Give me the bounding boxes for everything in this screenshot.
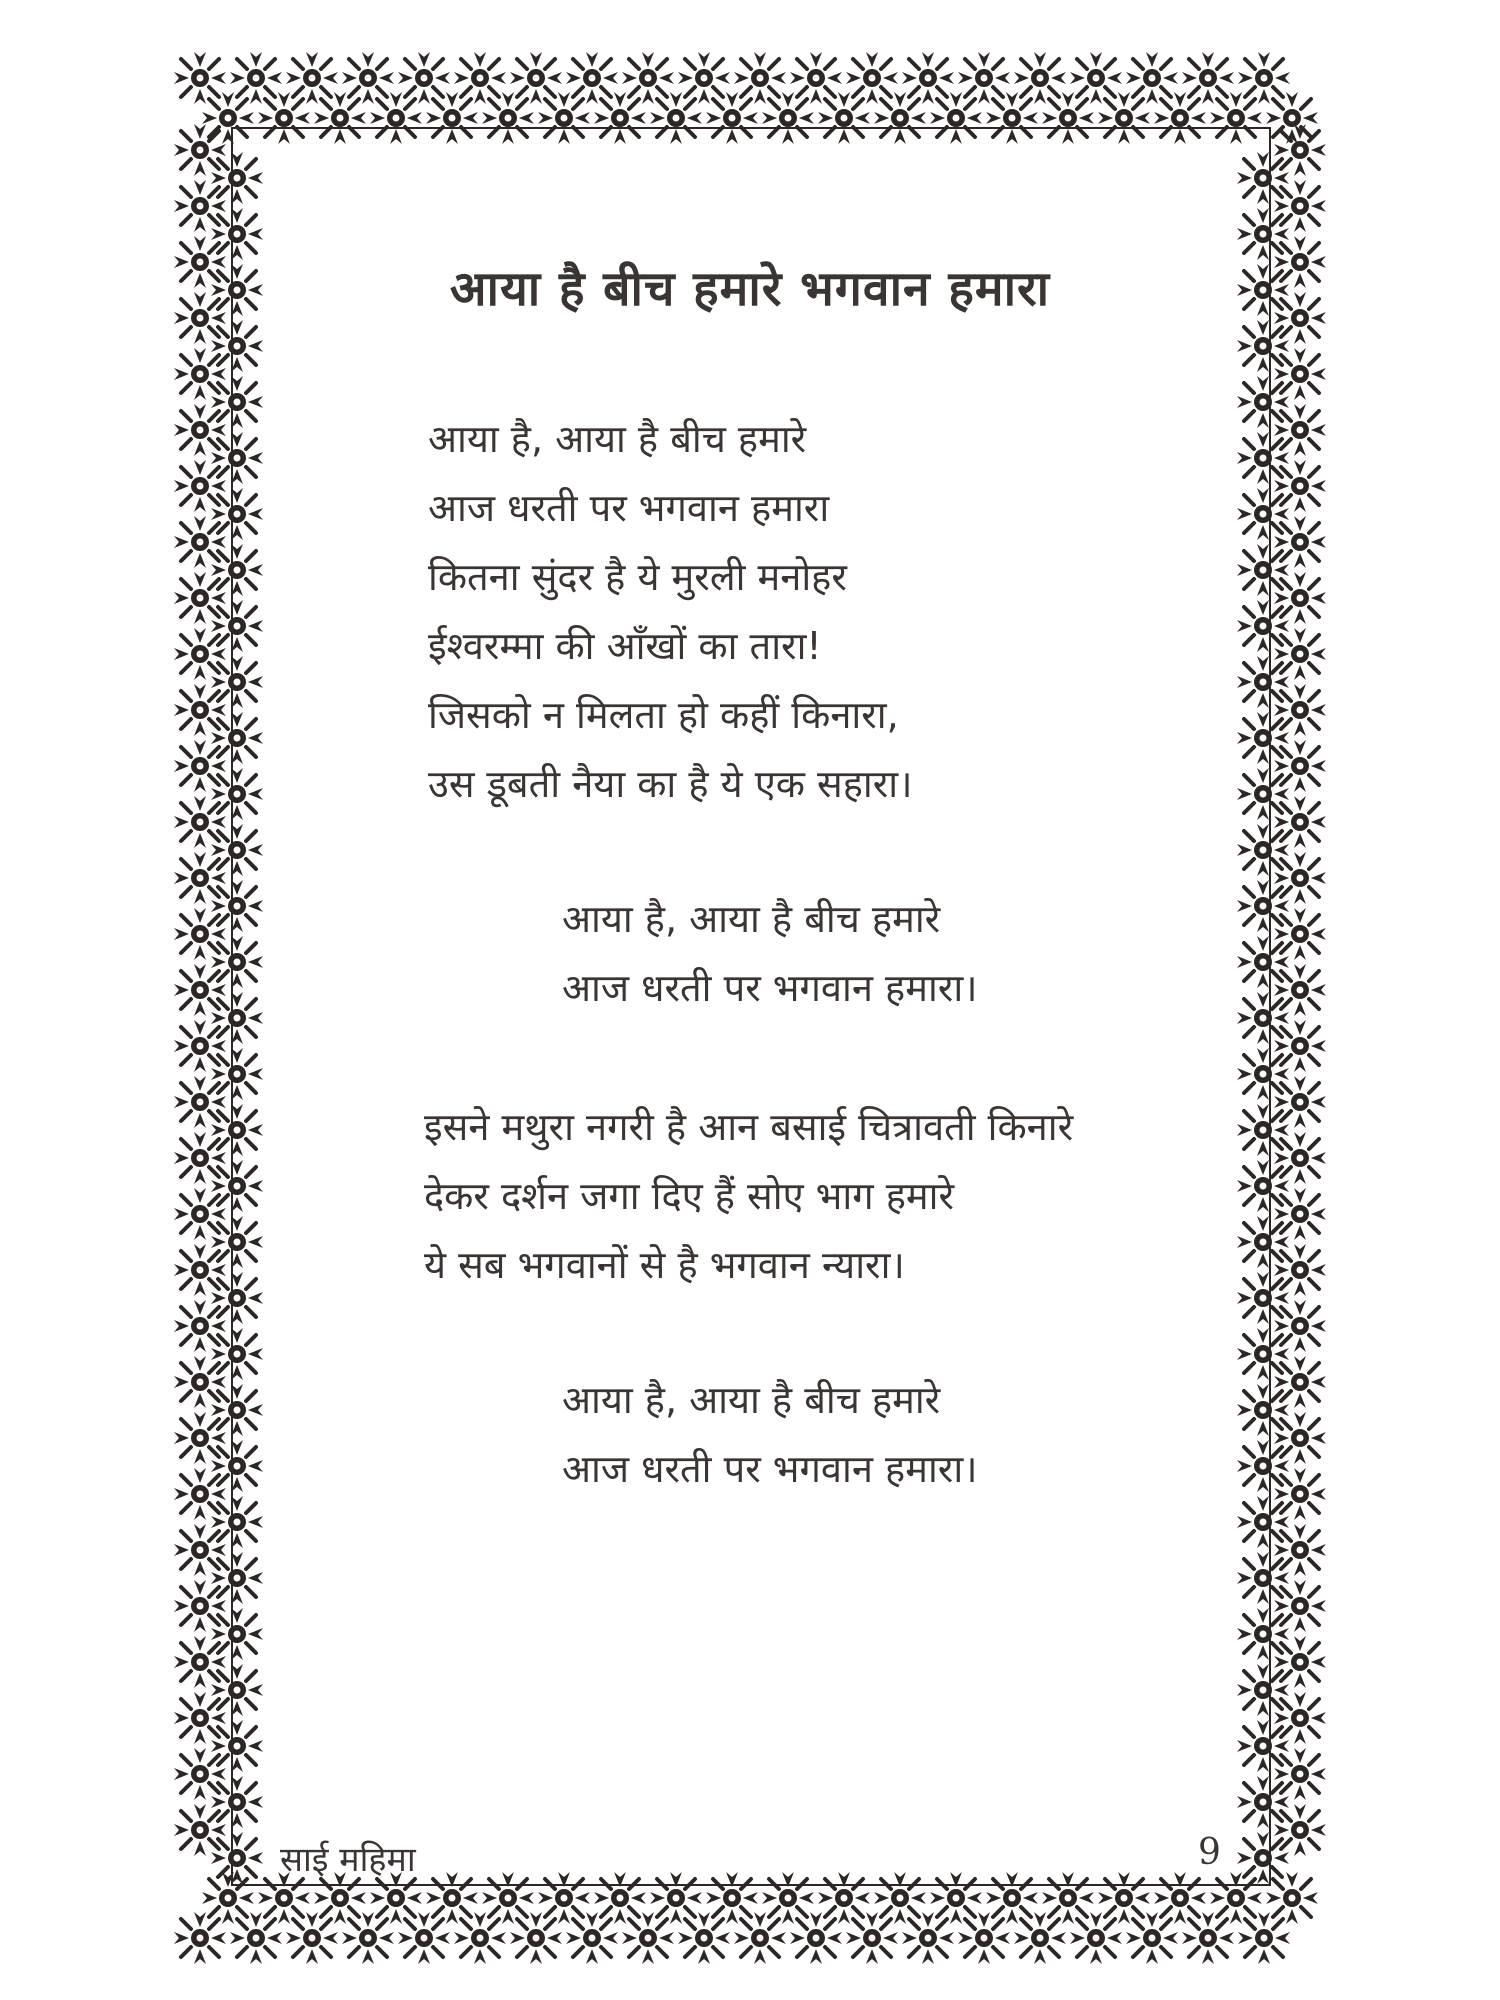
poem-line: आज धरती पर भगवान हमारा। xyxy=(562,1447,978,1491)
border-ornament xyxy=(706,92,758,144)
border-ornament xyxy=(174,1244,226,1296)
border-ornament xyxy=(1274,1244,1326,1296)
border-ornament xyxy=(174,572,226,624)
border-ornament xyxy=(818,92,870,144)
poem-line: आया है, आया है बीच हमारे xyxy=(562,1378,941,1422)
border-ornament xyxy=(1237,768,1289,820)
border-ornament xyxy=(230,1912,282,1964)
border-ornament xyxy=(211,1384,263,1436)
border-ornament xyxy=(211,1048,263,1100)
border-ornament xyxy=(230,52,282,104)
border-ornament xyxy=(1274,124,1326,176)
border-ornament xyxy=(1274,404,1326,456)
border-ornament xyxy=(211,432,263,484)
poem-line: इसने मथुरा नगरी है आन बसाई चित्रावती किनारे xyxy=(424,1105,1074,1149)
border-ornament xyxy=(1014,1912,1066,1964)
border-ornament xyxy=(211,488,263,540)
border-ornament xyxy=(211,152,263,204)
border-ornament xyxy=(174,684,226,736)
border-ornament xyxy=(174,964,226,1016)
border-ornament xyxy=(510,1912,562,1964)
border-ornament xyxy=(1014,52,1066,104)
border-ornament xyxy=(1237,1552,1289,1604)
border-ornament xyxy=(818,1872,870,1924)
border-ornament xyxy=(370,92,422,144)
border-ornament xyxy=(211,1440,263,1492)
border-ornament xyxy=(1237,1328,1289,1380)
border-ornament xyxy=(211,880,263,932)
border-ornament xyxy=(1237,936,1289,988)
border-ornament xyxy=(1237,1608,1289,1660)
border-ornament xyxy=(958,1912,1010,1964)
border-ornament xyxy=(174,1188,226,1240)
border-ornament xyxy=(678,52,730,104)
border-ornament xyxy=(1274,348,1326,400)
border-ornament xyxy=(1154,92,1206,144)
border-ornament xyxy=(211,1720,263,1772)
border-ornament xyxy=(566,1912,618,1964)
border-ornament xyxy=(174,908,226,960)
border-ornament xyxy=(1274,964,1326,1016)
border-ornament xyxy=(174,404,226,456)
border-ornament xyxy=(174,1132,226,1184)
border-ornament xyxy=(930,92,982,144)
refrain-2 xyxy=(562,1366,978,1504)
border-ornament xyxy=(1237,1384,1289,1436)
border-ornament xyxy=(1154,1872,1206,1924)
border-ornament xyxy=(650,92,702,144)
border-ornament xyxy=(1237,1720,1289,1772)
border-ornament xyxy=(454,52,506,104)
poem-title: आया है बीच हमारे भगवान हमारा xyxy=(449,261,1051,317)
border-ornament xyxy=(1237,1496,1289,1548)
border-ornament xyxy=(211,992,263,1044)
border-ornament xyxy=(211,1832,263,1884)
border-ornament xyxy=(1237,880,1289,932)
poem-line: देकर दर्शन जगा दिए हैं सोए भाग हमारे xyxy=(424,1174,954,1218)
border-ornament xyxy=(1274,1692,1326,1744)
poem-line: जिसको न मिलता हो कहीं किनारा, xyxy=(428,693,899,737)
border-ornament xyxy=(1042,1872,1094,1924)
border-ornament xyxy=(1274,460,1326,512)
border-ornament xyxy=(286,1912,338,1964)
border-ornament xyxy=(174,1524,226,1576)
border-ornament xyxy=(1237,712,1289,764)
border-ornament xyxy=(790,52,842,104)
border-ornament xyxy=(1237,1048,1289,1100)
border-ornament xyxy=(1274,1020,1326,1072)
border-ornament xyxy=(874,92,926,144)
poem-line: आया है, आया है बीच हमारे xyxy=(562,897,941,941)
border-ornament xyxy=(1237,1272,1289,1324)
poem-line: कितना सुंदर है ये मुरली मनोहर xyxy=(428,555,847,599)
border-ornament xyxy=(1266,1872,1318,1924)
border-ornament xyxy=(1274,1748,1326,1800)
border-ornament xyxy=(538,92,590,144)
border-ornament xyxy=(211,1496,263,1548)
border-ornament xyxy=(174,1804,226,1856)
border-ornament xyxy=(174,796,226,848)
border-ornament xyxy=(211,600,263,652)
border-ornament xyxy=(1274,516,1326,568)
border-ornament xyxy=(174,1692,226,1744)
stanza-2 xyxy=(424,1093,1073,1300)
border-ornament xyxy=(1238,52,1290,104)
poem-line: आज धरती पर भगवान हमारा। xyxy=(562,966,978,1010)
border-ornament xyxy=(1098,1872,1150,1924)
border-ornament xyxy=(1237,1104,1289,1156)
border-ornament xyxy=(1238,1912,1290,1964)
poem-line: उस डूबती नैया का है ये एक सहारा। xyxy=(428,762,913,806)
border-ornament xyxy=(1266,92,1318,144)
border-ornament xyxy=(1182,1912,1234,1964)
border-ornament xyxy=(211,1552,263,1604)
border-ornament xyxy=(174,1020,226,1072)
border-ornament xyxy=(846,52,898,104)
border-ornament xyxy=(211,936,263,988)
border-ornament xyxy=(1237,208,1289,260)
border-ornament xyxy=(174,180,226,232)
border-ornament xyxy=(211,1608,263,1660)
border-ornament xyxy=(211,656,263,708)
border-ornament xyxy=(1274,1356,1326,1408)
border-ornament xyxy=(678,1912,730,1964)
border-ornament xyxy=(930,1872,982,1924)
border-ornament xyxy=(174,516,226,568)
border-ornament xyxy=(1237,432,1289,484)
border-ornament xyxy=(1237,1832,1289,1884)
border-ornament xyxy=(1274,1132,1326,1184)
border-ornament xyxy=(258,92,310,144)
border-ornament xyxy=(426,1872,478,1924)
border-ornament xyxy=(482,92,534,144)
border-ornament xyxy=(174,52,226,104)
border-ornament xyxy=(1237,320,1289,372)
border-ornament xyxy=(211,320,263,372)
border-ornament xyxy=(211,1272,263,1324)
border-ornament xyxy=(1098,92,1150,144)
border-ornament xyxy=(482,1872,534,1924)
border-ornament xyxy=(902,1912,954,1964)
border-ornament xyxy=(286,52,338,104)
border-ornament xyxy=(211,1216,263,1268)
page-number: 9 xyxy=(1198,1832,1221,1873)
border-ornament xyxy=(174,1580,226,1632)
border-ornament xyxy=(986,92,1038,144)
border-ornament xyxy=(174,124,226,176)
border-ornament xyxy=(902,52,954,104)
border-ornament xyxy=(538,1872,590,1924)
border-ornament xyxy=(174,348,226,400)
border-ornament xyxy=(1237,544,1289,596)
border-ornament xyxy=(1126,52,1178,104)
poem-line: आया है, आया है बीच हमारे xyxy=(428,417,807,461)
border-ornament xyxy=(174,852,226,904)
border-ornament xyxy=(1274,1412,1326,1464)
border-ornament xyxy=(174,1356,226,1408)
border-ornament xyxy=(762,1872,814,1924)
border-ornament xyxy=(1274,1188,1326,1240)
border-ornament xyxy=(622,52,674,104)
border-ornament xyxy=(1274,796,1326,848)
border-ornament xyxy=(174,460,226,512)
stanza-1 xyxy=(428,405,913,819)
border-ornament xyxy=(1274,1300,1326,1352)
border-ornament xyxy=(790,1912,842,1964)
border-ornament xyxy=(1237,1776,1289,1828)
border-ornament xyxy=(426,92,478,144)
border-ornament xyxy=(1274,740,1326,792)
border-ornament xyxy=(958,52,1010,104)
border-ornament xyxy=(174,1468,226,1520)
border-ornament xyxy=(594,92,646,144)
border-ornament xyxy=(174,1748,226,1800)
border-ornament xyxy=(174,1636,226,1688)
border-ornament xyxy=(174,1076,226,1128)
border-ornament xyxy=(1210,1872,1262,1924)
border-ornament xyxy=(1237,1160,1289,1212)
border-ornament xyxy=(398,52,450,104)
poem-line: आज धरती पर भगवान हमारा xyxy=(428,486,830,530)
border-ornament xyxy=(622,1912,674,1964)
border-ornament xyxy=(211,1328,263,1380)
border-ornament xyxy=(211,208,263,260)
border-ornament xyxy=(846,1912,898,1964)
border-ornament xyxy=(211,1776,263,1828)
border-ornament xyxy=(1237,824,1289,876)
border-ornament xyxy=(211,768,263,820)
border-ornament xyxy=(594,1872,646,1924)
border-ornament xyxy=(706,1872,758,1924)
border-ornament xyxy=(1070,52,1122,104)
refrain-1 xyxy=(562,885,978,1023)
border-ornament xyxy=(174,1412,226,1464)
border-ornament xyxy=(174,1300,226,1352)
border-ornament xyxy=(202,1872,254,1924)
border-ornament xyxy=(1274,908,1326,960)
border-ornament xyxy=(1274,1076,1326,1128)
border-ornament xyxy=(1237,992,1289,1044)
border-ornament xyxy=(734,52,786,104)
border-ornament xyxy=(174,740,226,792)
border-ornament xyxy=(1237,1664,1289,1716)
border-ornament xyxy=(1182,52,1234,104)
border-ornament xyxy=(1274,1524,1326,1576)
border-ornament xyxy=(1274,684,1326,736)
border-ornament xyxy=(1274,180,1326,232)
border-ornament xyxy=(1237,152,1289,204)
border-ornament xyxy=(174,628,226,680)
border-ornament xyxy=(211,1104,263,1156)
border-ornament xyxy=(211,1160,263,1212)
border-ornament xyxy=(1237,488,1289,540)
border-ornament xyxy=(734,1912,786,1964)
border-ornament xyxy=(1126,1912,1178,1964)
border-ornament xyxy=(1237,656,1289,708)
border-ornament xyxy=(211,544,263,596)
border-ornament xyxy=(211,376,263,428)
border-ornament xyxy=(1274,1636,1326,1688)
border-ornament xyxy=(874,1872,926,1924)
border-ornament xyxy=(342,52,394,104)
border-ornament xyxy=(1274,572,1326,624)
border-ornament xyxy=(1274,628,1326,680)
border-ornament xyxy=(314,92,366,144)
border-ornament xyxy=(1237,376,1289,428)
border-ornament xyxy=(986,1872,1038,1924)
border-ornament xyxy=(211,824,263,876)
poem-line: ये सब भगवानों से है भगवान न्यारा। xyxy=(424,1243,905,1287)
border-ornament xyxy=(1042,92,1094,144)
border-ornament xyxy=(1070,1912,1122,1964)
border-ornament xyxy=(1210,92,1262,144)
border-ornament xyxy=(1274,1804,1326,1856)
border-ornament xyxy=(342,1912,394,1964)
border-ornament xyxy=(398,1912,450,1964)
border-ornament xyxy=(174,1912,226,1964)
border-ornament xyxy=(211,1664,263,1716)
border-ornament xyxy=(510,52,562,104)
border-ornament xyxy=(1237,1440,1289,1492)
border-ornament xyxy=(1237,1216,1289,1268)
poem-line: ईश्वरम्मा की आँखों का तारा! xyxy=(428,624,822,668)
border-ornament xyxy=(650,1872,702,1924)
border-ornament xyxy=(1274,1468,1326,1520)
border-ornament xyxy=(1237,600,1289,652)
border-ornament xyxy=(762,92,814,144)
border-ornament xyxy=(202,92,254,144)
border-ornament xyxy=(211,712,263,764)
book-title-footer: साई महिमा xyxy=(280,1840,416,1880)
border-ornament xyxy=(454,1912,506,1964)
border-ornament xyxy=(566,52,618,104)
border-ornament xyxy=(1274,1580,1326,1632)
border-ornament xyxy=(1274,852,1326,904)
